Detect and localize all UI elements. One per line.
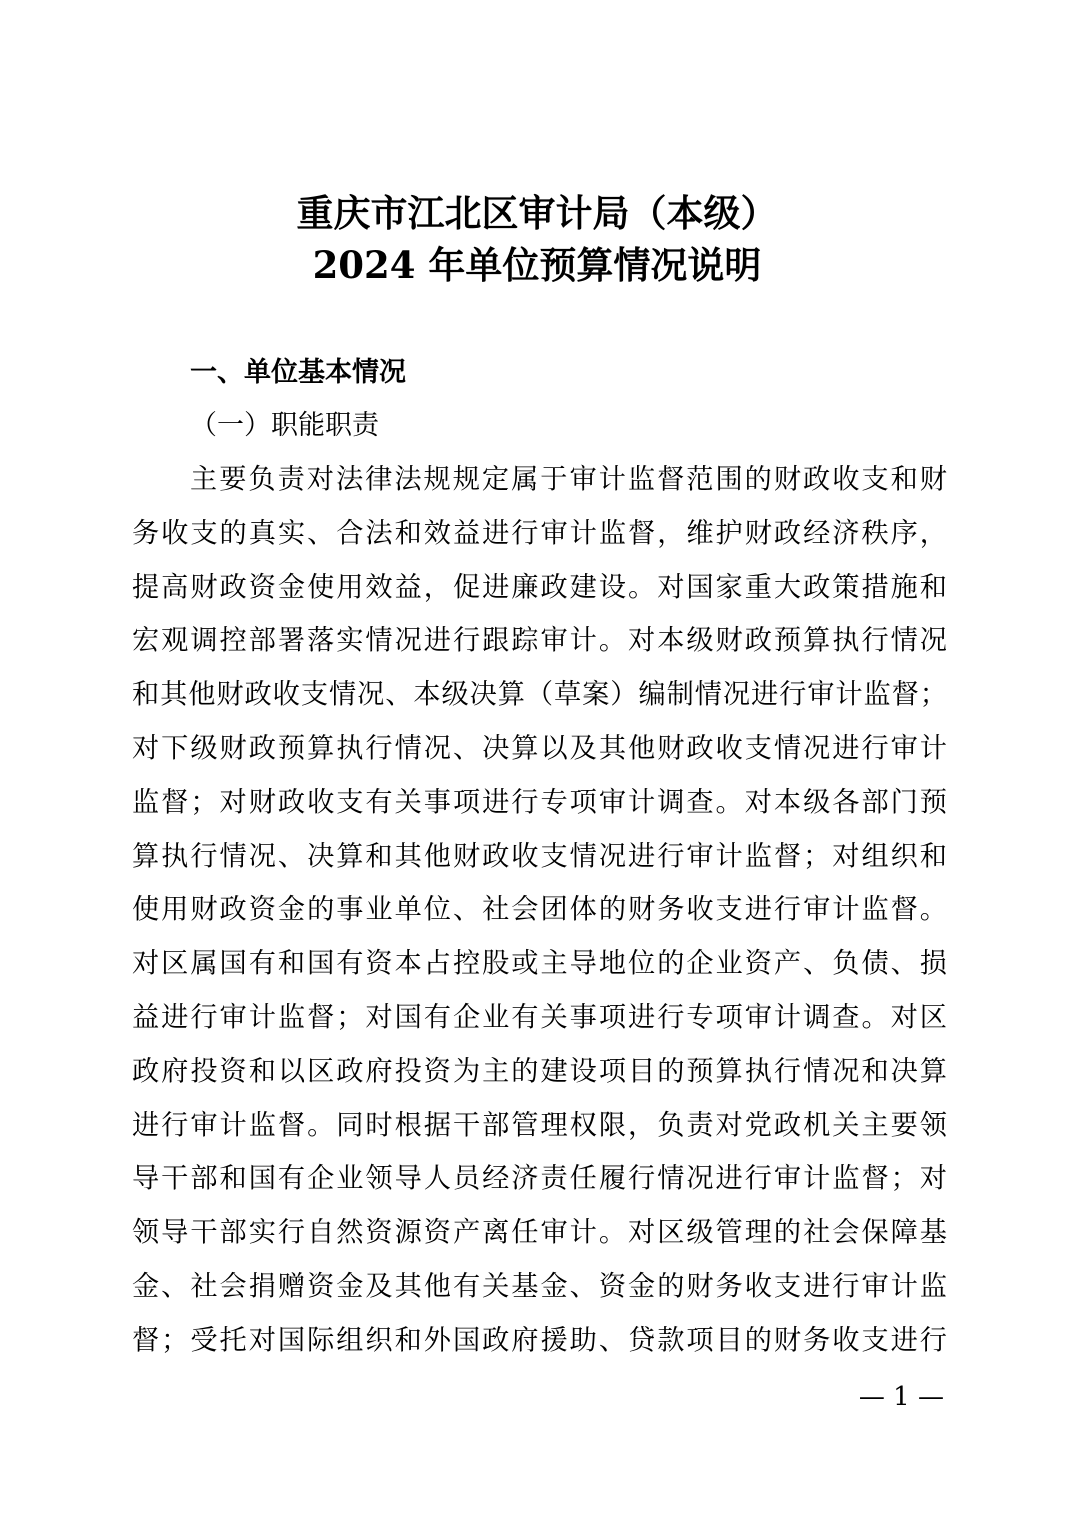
body-paragraph bbox=[132, 461, 947, 1376]
body-line: 提高财政资金使用效益，促进廉政建设。对国家重大政策措施和 bbox=[132, 571, 947, 603]
body-line: 宏观调控部署落实情况进行跟踪审计。对本级财政预算执行情况 bbox=[132, 625, 947, 657]
body-line: 政府投资和以区政府投资为主的建设项目的预算执行情况和决算 bbox=[132, 1055, 947, 1087]
body-line: 益进行审计监督；对国有企业有关事项进行专项审计调查。对区 bbox=[132, 1001, 947, 1033]
document-title-line-2: 2024 年单位预算情况说明 bbox=[312, 243, 762, 287]
body-line: 算执行情况、决算和其他财政收支情况进行审计监督；对组织和 bbox=[132, 840, 947, 872]
document-title-line-1: 重庆市江北区审计局（本级） bbox=[296, 191, 778, 235]
body-line: 和其他财政收支情况、本级决算（草案）编制情况进行审计监督； bbox=[132, 679, 947, 711]
body-line: 务收支的真实、合法和效益进行审计监督，维护财政经济秩序， bbox=[132, 517, 947, 549]
body-line: 督；受托对国际组织和外国政府援助、贷款项目的财务收支进行 bbox=[132, 1324, 947, 1356]
body-line: 金、社会捐赠资金及其他有关基金、资金的财务收支进行审计监 bbox=[132, 1270, 947, 1302]
page-number: — 1 — bbox=[858, 1382, 944, 1412]
body-line: 对下级财政预算执行情况、决算以及其他财政收支情况进行审计 bbox=[132, 732, 947, 764]
body-line: 主要负责对法律法规规定属于审计监督范围的财政收支和财 bbox=[190, 464, 947, 495]
body-line: 监督；对财政收支有关事项进行专项审计调查。对本级各部门预 bbox=[132, 786, 947, 818]
subsection-heading: （一）职能职责 bbox=[190, 410, 379, 441]
section-heading: 一、单位基本情况 bbox=[190, 357, 406, 388]
body-line: 导干部和国有企业领导人员经济责任履行情况进行审计监督；对 bbox=[132, 1163, 947, 1195]
body-line: 领导干部实行自然资源资产离任审计。对区级管理的社会保障基 bbox=[132, 1217, 947, 1249]
body-line: 进行审计监督。同时根据干部管理权限，负责对党政机关主要领 bbox=[132, 1109, 947, 1141]
body-line: 使用财政资金的事业单位、社会团体的财务收支进行审计监督。 bbox=[132, 894, 947, 926]
body-line: 对区属国有和国有资本占控股或主导地位的企业资产、负债、损 bbox=[132, 948, 947, 980]
